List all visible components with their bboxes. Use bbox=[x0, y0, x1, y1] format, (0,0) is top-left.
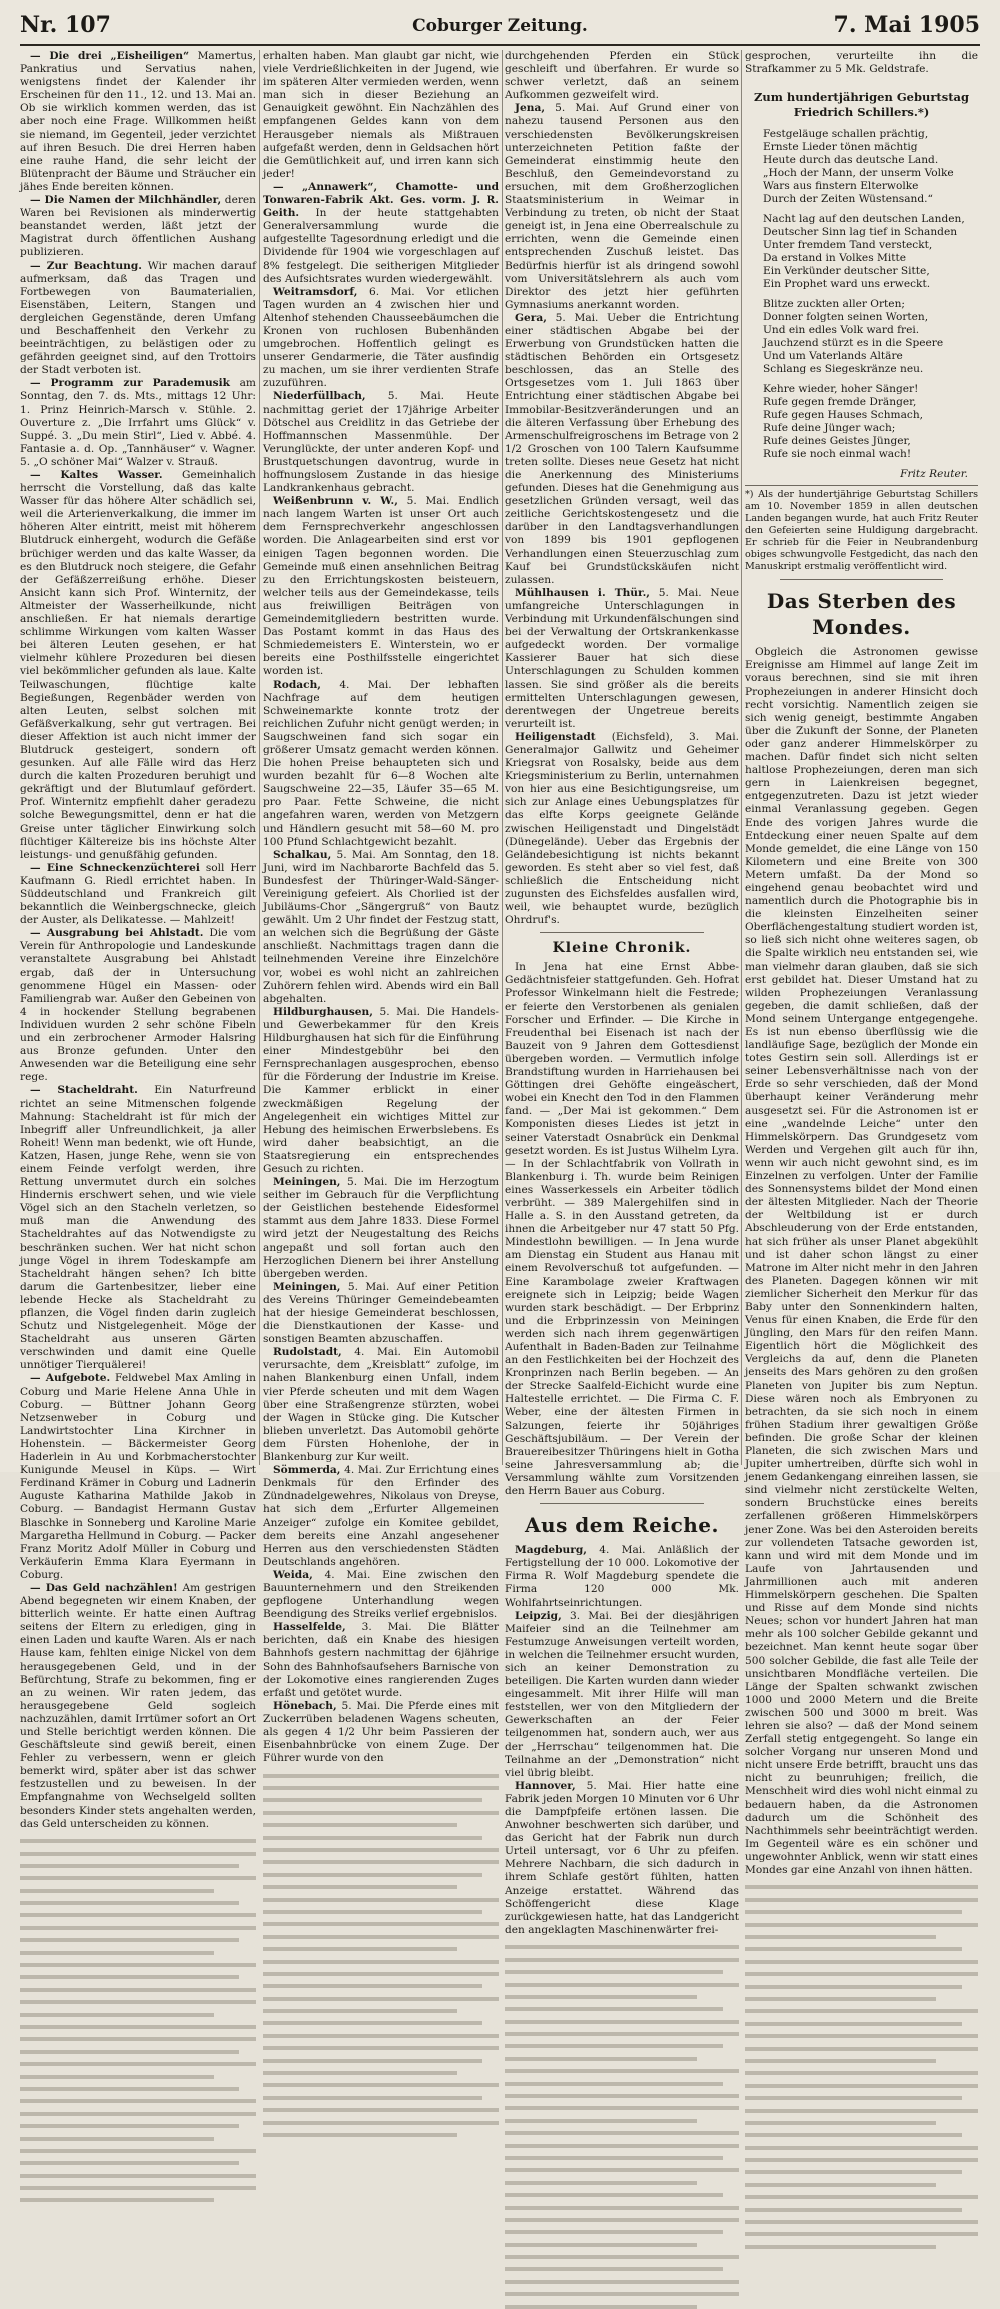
article-heading: Niederfüllbach, bbox=[273, 390, 366, 403]
article-continuation bbox=[263, 50, 499, 181]
article-heading: Magdeburg, bbox=[515, 1544, 587, 1557]
poem-line: Rufe sie noch einmal wach! bbox=[763, 448, 912, 461]
article-jena bbox=[505, 102, 739, 312]
poem-line: Wars aus finstern Elterwolke bbox=[763, 180, 919, 193]
poem-line: Rufe deine Jünger wach; bbox=[763, 422, 896, 435]
article-body: Feldwebel Max Amling in Coburg und Marie Helene Anna Uhle in Coburg. — Büttner Johann Georg Netzsenweber in Coburg und Landwirtstochter Lina Kirchner in Hohenstein. — Bäckermeister Georg Haderlein in Au und Korbmacherstochter Kunigunde Meusel in Küps. — Wirt Ferdinand Krämer in Coburg und Ladnerin Auguste Katharina Mathilde Jakob in Coburg. — Bandagist Hermann Gustav Blaschke in Sonneberg und Karoline Marie Margaretha Hellmund in Coburg. — Packer Franz Moritz Adolf Müller in Coburg und Verkäuferin Emma Klara Eyermann in Coburg. bbox=[20, 1372, 257, 1581]
newspaper-title: Coburger Zeitung. bbox=[412, 16, 588, 36]
poem-line: Und um Vaterlands Altäre bbox=[763, 350, 903, 363]
poem-title: Zum hundertjährigen Geburtstag Friedrich Schillers.*) bbox=[753, 90, 970, 120]
article-heading: Hannover, bbox=[515, 1779, 576, 1792]
article-body: 6. Mai. Vor etlichen Tagen wurden an 4 zwischen hier und Altenhof stehenden Chausseebäumchen die Kronen von ruchlosen Bubenhänden umgebrochen. Hoffentlich gelingt es unserer Gendarmerie, die Täter ausfindig zu machen, um sie ihrer verdienten Strafe zuzuführen. bbox=[263, 285, 499, 390]
article-body: Gemeinhalich herrscht die Vorstellung, daß das kalte Wasser für das höhere Alter schädlich sei, weil die Arterienverkalkung, die immer im höheren Alter eintritt, meist mit höherem Blutdruck einhergeht, wodurch die Gefäße brüchiger werden und das kalte Wasser, da es den Blutdruck noch steigere, die Gefahr der Gefäßzerreißung erhöhe. Dieser Ansicht kann sich Prof. Winternitz, der Altmeister der Wasserheilkunde, nicht anschließen. Er hat niemals derartige schlimme Wirkungen vom kalten Wasser bei älteren Leuten gesehen, er hat vielmehr kühlere Prozeduren bei diesen viel bekömmlicher gefunden als laue. Kalte Teilwaschungen, flüchtige kalte Begießungen, Regenbäder werden von alten Leuten, selbst solchen mit Gefäßverkalkung, sehr gut vertragen. Bei dieser Affektion ist auch nicht immer der Blutdruck gesteigert, sondern oft gesunken. Auf alle Fälle wird das Herz durch die kalten Prozeduren beruhigt und gekräftigt und der Blutumlauf gefördert. Prof. Winternitz empfiehlt daher geradezu solche Bewegungsmittel, denn er hat die Greise unter täglicher Einwirkung solch flüchtiger Kältereize bis ins höchste Alter leistungs- und genußfähig gefunden. bbox=[20, 469, 256, 861]
article-meiningen-1 bbox=[263, 1176, 499, 1281]
article-heading: Weida, bbox=[273, 1568, 313, 1581]
article-body: 5. Mai. Endlich nach langem Warten ist unser Ort auch dem Fernsprechverkehr angeschlossen worden. Die Anlagearbeiten sind erst vor einigen Tagen begonnen worden. Die Gemeinde muß einen ansehnlichen Beitrag zu den Errichtungskosten beisteuern, welcher teils aus der Gemeindekasse, teils aus freiwilligen Beiträgen von Gemeindemitgliedern bestritten wurde. Das Postamt kommt in das Haus des Schmiedemeisters E. Winterstein, wo er bereits eine Posthilfsstelle eingerichtet worden ist. bbox=[263, 495, 499, 678]
issue-date: 7. Mai 1905 bbox=[833, 12, 980, 38]
section-title-aus-dem-reiche: Aus dem Reiche. bbox=[525, 1513, 719, 1538]
article-hildburghausen bbox=[263, 1006, 499, 1176]
footnote: *) Als der hundertjährige Geburtstag Schillers am 10. November 1859 in allen deutschen Landen begangen wurde, hat auch Fritz Reuter den Gefeierten seine Huldigung dargebracht. Er schrieb für die Feier in Neubrandenburg obiges schwungvolle Festgedicht, das nach den Manuskript erstmalig veröffentlicht wird. bbox=[745, 485, 978, 573]
poem-signature: Fritz Reuter. bbox=[900, 468, 968, 481]
article-body: 5. Mai. Die im Herzogtum seither im Gebrauch für die Verpflichtung der Geistlichen bestehende Eidesformel stammt aus dem Jahre 1833. Diese Formel wird jetzt der Neugestaltung des Reichs angepaßt und soll fortan auch den Herzoglichen Dienern bei ihrer Anstellung übergeben werden. bbox=[263, 1176, 499, 1280]
illegible-text-placeholder bbox=[505, 1945, 739, 2308]
article-body: 5. Mai. Heute nachmittag geriet der 17jährige Arbeiter Dötschel aus Creidlitz in das Getriebe der Hoffmannschen Massenmühle. Der Verunglückte, der unter anderen Kopf- und Brustquetschungen davontrug, wurde in hoffnungslosem Zustande in das hiesige Landkrankenhaus gebracht. bbox=[263, 390, 499, 495]
article-body: soll Herr Kaufmann G. Riedl errichtet haben. In Süddeutschland und Frankreich gilt bekanntlich die Weinbergschnecke, gleich der Auster, als Delikatesse. — Mahlzeit! bbox=[20, 861, 256, 927]
column-1 bbox=[20, 50, 257, 1830]
article-weida bbox=[263, 1569, 499, 1621]
poem-line: Deutscher Sinn lag tief in Schanden bbox=[763, 226, 958, 239]
article-hoenebach bbox=[263, 1700, 499, 1765]
article-geld-nachzaehlen bbox=[20, 1582, 256, 1831]
article-body: 4. Mai. Ein Automobil verursachte, dem „Kreisblatt“ zufolge, im nahen Blankenburg einen Unfall, indem vier Pferde scheuten und mit dem Wagen über eine Straßengrenze stürzten, wobei der Wagen in Stücke ging. Die Kutscher blieben unverletzt. Das Automobil gehörte dem Fürsten Hohenlohe, der in Blankenburg zur Kur weilt. bbox=[263, 1346, 499, 1464]
page-header bbox=[20, 12, 980, 46]
article-heading: — Die Namen der Milchhändler, bbox=[30, 194, 222, 207]
article-sterben-des-mondes bbox=[745, 646, 978, 1877]
article-body: am Sonntag, den 7. ds. Mts., mittags 12 Uhr: 1. Prinz Heinrich-Marsch v. Stühle. 2. Ouverture z. „Die Irrfahrt ums Glück“ v. Suppé. 3. „Du mein Stirl“, Lied v. Abbé. 4. Fantasie a. d. Op. „Tannhäuser“ v. Wagner. 5. „O schöner Mai“ Walzer v. Strauß. bbox=[20, 377, 256, 468]
poem-stanza-2 bbox=[763, 213, 978, 291]
poem-line: Jauchzend stürzt es in die Speere bbox=[763, 337, 944, 350]
article-heading: — Ausgrabung bei Ahlstadt. bbox=[30, 927, 204, 940]
poem-line: Rufe gegen fremde Dränger, bbox=[763, 396, 917, 409]
article-continuation bbox=[745, 50, 978, 76]
article-annawerk bbox=[263, 181, 499, 286]
article-body: 5. Mai. Hier hatte eine Fabrik jeden Morgen 10 Minuten vor 6 Uhr die Dampfpfeife ertönen lassen. Die Anwohner beschwerten sich darüber, und das Gericht hat der Fabrik nun durch Urteil untersagt, vor 6 Uhr zu pfeifen. Mehrere Nachbarn, die sich dadurch in ihrem Schlafe gestört fühlten, hatten Anzeige erstattet. Während das Schöffengericht diese Klage zurückgewiesen hatte, hat das Landgericht den angeklagten Maschinenwärter frei- bbox=[505, 1779, 739, 1936]
poem-line: Und ein edles Volk ward frei. bbox=[763, 324, 920, 337]
article-parademusik bbox=[20, 377, 256, 469]
article-heading: Gera, bbox=[515, 311, 547, 324]
article-aufgebote bbox=[20, 1372, 256, 1582]
article-heading: Hildburghausen, bbox=[273, 1005, 373, 1018]
poem-line: Donner folgten seinen Worten, bbox=[763, 311, 929, 324]
article-body: 4. Mai. Anläßlich der Fertigstellung der 10 000. Lokomotive der Firma R. Wolf Magdeburg spendete die Firma 120 000 Mk. Wohlfahrtseinrichtungen. bbox=[505, 1544, 740, 1609]
column-4 bbox=[745, 50, 978, 1876]
section-divider bbox=[540, 1503, 704, 1504]
article-ausgrabung bbox=[20, 927, 256, 1084]
article-heading: Hönebach, bbox=[273, 1699, 337, 1712]
article-body: 4. Mai. Der lebhaften Nachfrage auf dem heutigen Schweinemarkte konnte trotz der reichlichen Zufuhr nicht genügt werden; in Saugschweinen fand sich sogar ein größerer Umsatz gemacht werden können. Die hohen Preise behaupteten sich und wurden bezahlt für 6—8 Wochen alte Saugschweine 22—35, Läufer 35—65 M. pro Paar. Fette Schweine, die nicht angefahren waren, werden von Metzgern und Händlern gesucht mit 58—60 M. pro 100 Pfund Schlachtgewicht bezahlt. bbox=[263, 678, 499, 848]
article-heading: — Eine Schneckenzüchterei bbox=[30, 861, 200, 874]
article-body: Obgleich die Astronomen gewisse Ereignisse am Himmel auf lange Zeit im voraus berechnen, sind sie mit ihren Prophezeiungen in anderer Hinsicht doch recht vorsichtig. Namentlich zeigen sie sich wenig geneigt, bestimmte Angaben über die Zukunft der Sonne, der Planeten oder ganz anderer Himmelskörper zu machen. Dafür findet sich nicht selten haltlose Prophezeiungen, deren man sich gern in Laienkreisen begegnet, entgegenzutreten. Dazu ist jetzt wieder einmal Veranlassung gegeben. Gegen Ende des vorigen Jahres wurde die Entdeckung einer neuen Spalte auf dem Monde gemeldet, die eine Länge von 150 Kilometern und eine Breite von 300 Metern umfaßt. Da der Mond so eingehend genau beobachtet wird und namentlich durch die Photographie bis in die kleinsten Einzelheiten seiner Oberflächengestaltung studiert worden ist, so ließ sich nicht ohne weiteres sagen, ob die Spalte wirklich neu entstanden sei, wie man vielmehr daran glauben, daß sie sich erst gebildet hat. Dieser Umstand hat zu wilden Prophezeiungen Veranlassung gegeben, die damit schließen, daß der Mond seinem Untergange entgegengehe. Es ist nun ebenso überflüssig wie die landläufige Sage, bezüglich der Monde ein totes Gestirn sein soll. Allerdings ist er seiner Lebensverhältnisse nach von der Erde so sehr verschieden, daß der Mond überhaupt keiner Veränderung mehr ausgesetzt sei. Für die Astronomen ist er eine „wandelnde Leiche“ unter den Himmelskörpern. Das Grundgesetz vom Werden und Vergehen gilt auch für ihn, wenn wir auch nicht gewohnt sind, es im Einzelnen zu verfolgen. Unter der Familie des Sonnensystems bildet der Mond einen der ältesten Mitglieder. Nach der Theorie der Weltbildung ist er durch Abschleuderung von der Erde entstanden, hat sich früher als unser Planet abgekühlt und ist daher schon längst zu einer Matrone im Alter nicht mehr in den Jahren des Planeten. Dagegen können wir mit ziemlicher Sicherheit den Merkur für das Baby unter den Sonnenkindern halten, Venus für einen Knaben, die Erde für den Jüngling, den Mars für den reifen Mann. Eigentlich hört die Möglichkeit des Vergleichs da auf, denn die Planeten jenseits des Mars gehören zu den großen Planeten von Jupiter bis zum Neptun. Diese wären noch als Embryonen zu betrachten, da sie sich noch in einem frühen Stadium ihrer gewaltigen Größe befinden. Die große Schar der kleinen Planeten, die sich zwischen Mars und Jupiter umhertreiben, dürfte sich wohl in jenem Gedankengang einreihen lassen, sie sind vielmehr nicht zerstückelte Welten, sondern Bruchstücke eines bereits zerfallenen größeren Himmelskörpers jener Zone. Was bei den Asteroiden bereits zur vollendeten Tatsache geworden ist, kann und wird mit dem Monde und im Laufe von Jahrtausenden und Jahrmillionen auch mit anderen Himmelskörpern geschehen. Die Spalten und Risse auf dem Monde sind nichts Neues; schon vor hundert Jahren hat man mehr als 100 solcher Gebilde gekannt und bezeichnet. Man kennt heute sogar über 500 solcher Gebilde, die fast alle Teile der unsichtbaren Mondfläche verteilen. Die Länge der Spalten schwankt zwischen 1000 und 2000 Metern und die Breite zwischen 500 und 3000 m breit. Was lehren sie also? — daß der Mond seinem Zerfall stetig entgegengeht. So lange ein solcher Vorgang nur unseren Mond und nicht unsere Erde betrifft, braucht uns das nicht zu beunruhigen; freilich, die Menschheit wird dies wohl nicht einmal zu bedauern haben, da die Astronomen dadurch um die Schönheit des Nachthimmels sehr beeinträchtigt werden. Im Gegenteil wäre es ein schöner und ungewohnter Anblick, wenn wir statt eines Mondes gar eine Anzahl von ihnen hätten. bbox=[745, 646, 978, 1876]
article-stacheldraht bbox=[20, 1084, 256, 1372]
article-body: 5. Mai. Neue umfangreiche Unterschlagungen in Verbindung mit Urkundenfälschungen sind bei der Verwaltung der Ortskrankenkasse aufgedeckt worden. Der vormalige Kassierer Bauer hat sich diese Unterschlagungen zu Schulden kommen lassen. Sie sind größer als die bereits ermittelten Unterschlagungen gewesen, derentwegen der Ungetreue bereits verurteilt ist. bbox=[505, 586, 739, 730]
poem-line: Ernste Lieder tönen mächtig bbox=[763, 141, 918, 154]
article-hasselfelde bbox=[263, 1621, 499, 1700]
article-body: 3. Mai. Die Blätter berichten, daß ein Knabe des hiesigen Bahnhofs gestern nachmittag der 6jährige Sohn des Bahnhofsaufsehers Barnische von der Lokomotive eines rangierenden Zuges erfaßt und getötet wurde. bbox=[263, 1621, 499, 1699]
article-heading: — Das Geld nachzählen! bbox=[30, 1581, 178, 1594]
article-muehlhausen bbox=[505, 587, 739, 731]
article-meiningen-2 bbox=[263, 1281, 499, 1346]
section-title-kleine-chronik: Kleine Chronik. bbox=[552, 940, 692, 957]
article-rudolstadt bbox=[263, 1346, 499, 1464]
article-body: durchgehenden Pferden ein Stück geschleift und überfahren. Er wurde so schwer verletzt, daß an seinem Aufkommen gezweifelt wird. bbox=[505, 50, 739, 102]
article-heading: Schalkau, bbox=[273, 848, 332, 861]
poem-line: Rufe deines Geistes Jünger, bbox=[763, 435, 911, 448]
article-heading: — Programm zur Parademusik bbox=[30, 377, 230, 390]
poem-line: Festgeläuge schallen prächtig, bbox=[763, 128, 929, 141]
article-body: Ein Naturfreund richtet an seine Mitmenschen folgende Mahnung: Stacheldraht ist für mich der Inbegriff aller Unfreundlichkeit, ja aller Roheit! Wenn man bedenkt, wie oft Hunde, Katzen, Hasen, junge Rehe, wenn sie von einem Feinde verfolgt werden, ihre Rettung unvermutet durch ein solches Hindernis erschwert sehen, und wie viele Vögel sich an den Stacheln verletzen, so muß man die Anwendung des Stacheldrahtes auf das Notwendigste zu beschränken suchen. Wer hat nicht schon junge Vögel in ihrem Todeskampfe am Stacheldraht hängen sehen? Ich bitte darum die Gartenbesitzer, lieber eine lebende Hecke als Stacheldraht zu pflanzen, die Vögel finden darin zugleich Schutz und Nistgelegenheit. Möge der Stacheldraht aus unseren Gärten verschwinden und damit eine Quelle unnötiger Tierquälerei! bbox=[20, 1084, 256, 1372]
article-body: 4. Mai. Eine zwischen den Bauunternehmern und den Streikenden gepflogene Unterhandlung wegen Beendigung des Streiks verlief ergebnislos. bbox=[263, 1568, 499, 1621]
column-rule bbox=[259, 50, 260, 1465]
article-weissenbrunn bbox=[263, 495, 499, 678]
article-heading: Leipzig, bbox=[515, 1609, 562, 1622]
poem-line: Kehre wieder, hoher Sänger! bbox=[763, 383, 919, 396]
article-rodach bbox=[263, 679, 499, 849]
article-soemmerda bbox=[263, 1464, 499, 1569]
article-kaltes-wasser bbox=[20, 469, 256, 862]
column-rule bbox=[502, 50, 503, 1465]
article-continuation bbox=[505, 50, 739, 102]
article-body: In Jena hat eine Ernst Abbe-Gedächtnisfeier stattgefunden. Geh. Hofrat Professor Winkelmann hielt die Festrede; er feierte den Verstorbenen als genialen Forscher und Erfinder. — Die Kirche in Freudenthal bei Eisenach ist nach der Bauzeit von 9 Jahren dem Gottesdienst übergeben worden. — Vermutlich infolge Brandstiftung wurden in Harriehausen bei Göttingen drei Gehöfte eingeäschert, wobei ein Knecht den Tod in den Flammen fand. — „Der Mai ist gekommen.“ Dem Komponisten dieses Liedes ist jetzt in seiner Vaterstadt Osnabrück ein Denkmal gesetzt worden. Es ist Justus Wilhelm Lyra. — In der Schlachtfabrik von Vollrath in Blankenburg i. Th. wurde beim Reinigen eines Wasserkessels ein Arbeiter tödlich verbrüht. — 389 Malergehilfen sind in Halle a. S. in den Ausstand getreten, da ihnen die Arbeitgeber nur 47 statt 50 Pfg. Mindestlohn bewilligen. — In Jena wurde am Dienstag ein Student aus Hanau mit einem Revolverschuß tot aufgefunden. — Eine Karambolage zweier Kraftwagen ereignete sich in Leipzig; beide Wagen wurden stark beschädigt. — Der Erbprinz und die Erbprinzessin von Meiningen werden sich nach ihrem gegenwärtigen Aufenthalt in Baden-Baden zur Teilnahme an den Festlichkeiten bei der Hochzeit des Kronprinzen nach Berlin begeben. — An der Strecke Saalfeld-Eichicht wurde eine Haltestelle errichtet. — Die Firma C. F. Weber, eine der ältesten Firmen in Salzungen, feierte ihr 50jähriges Geschäftsjubiläum. — Der Verein der Brauereibesitzer Thüringens hielt in Gotha seine Jahresversammlung ab; die Versammlung wählte zum Vorsitzenden den Herrn Bauer aus Coburg. bbox=[505, 961, 739, 1498]
article-hannover bbox=[505, 1780, 739, 1937]
article-schneckenzuechterei bbox=[20, 862, 256, 927]
article-heading: Weitramsdorf, bbox=[273, 285, 358, 298]
column-2 bbox=[263, 50, 499, 1765]
poem-line: Schlang es Siegeskränze neu. bbox=[763, 363, 924, 376]
article-schalkau bbox=[263, 849, 499, 1006]
article-body: Mamertus, Pankratius und Servatius nahen, wenigstens findet der Kalender ihr Erscheinen für den 11., 12. und 13. Mai an. Ob sie wirklich kommen werden, das ist aber noch eine Frage. Willkommen heißt sie niemand, im Gegenteil, jeder verzichtet auf ihren Besuch. Die drei Herren haben eine rauhe Hand, die sehr leicht der Blütenpracht der Bäume und Sträucher ein jähes Ende bereiten können. bbox=[20, 50, 256, 193]
article-heading: Weißenbrunn v. W., bbox=[273, 495, 398, 508]
poem-stanza-1 bbox=[763, 128, 978, 206]
illegible-text-placeholder bbox=[20, 1839, 256, 2202]
article-body: 5. Mai. Die Pferde eines mit Zuckerrüben beladenen Wagens scheuten, als gegen 4 1/2 Uhr beim Passieren der Eisenbahnbrücke von einem Zuge. Der Führer wurde von den bbox=[263, 1699, 499, 1765]
poem-line: Durch der Zeiten Wüstensand.“ bbox=[763, 193, 933, 206]
article-heading: — Stacheldraht. bbox=[30, 1084, 138, 1097]
illegible-text-placeholder bbox=[263, 1774, 499, 2137]
article-heading: Sömmerda, bbox=[273, 1464, 341, 1477]
article-body: 5. Mai. Auf einer Petition des Vereins Thüringer Gemeindebeamten hat der hiesige Gemeinderat beschlossen, die Dienstkautionen der Kasse- und sonstigen Beamten abzuschaffen. bbox=[263, 1280, 499, 1346]
article-body: erhalten haben. Man glaubt gar nicht, wie viele Verdrießlichkeiten in der Jugend, wie im späteren Alter vermieden werden, wenn man sich in dieser Beziehung an Genauigkeit gewöhnt. Ein Nachzählen des empfangenen Geldes kann von dem Herausgeber niemals als Mißtrauen aufgefaßt werden, denn in Geldsachen hört die Gemütlichkeit auf, und irren kann sich jeder! bbox=[263, 50, 499, 180]
article-body: Wir machen darauf aufmerksam, daß das Tragen und Fortbewegen von Baumaterialien, Eisenstäben, Leitern, Stangen und dergleichen Gegenstände, deren Umfang und Beschaffenheit den Verkehr zu beeinträchtigen, zu belästigen oder zu gefährden geeignet sind, auf den Trottoirs der Stadt verboten ist. bbox=[20, 259, 256, 377]
article-heading: — Aufgebote. bbox=[30, 1372, 111, 1385]
poem-line: Rufe gegen Hauses Schmach, bbox=[763, 409, 924, 422]
article-heading: — Zur Beachtung. bbox=[30, 259, 142, 272]
section-title-sterben-des-mondes: Das Sterben des Mondes. bbox=[766, 589, 957, 640]
issue-number: Nr. 107 bbox=[20, 12, 111, 38]
article-body: (Eichsfeld), 3. Mai. Generalmajor Gallwitz und Geheimer Kriegsrat von Rosalsky, beide aus dem Kriegsministerium zu Berlin, unternahmen von hier aus eine Besichtigungsreise, um sich zur Anlage eines Uebungsplatzes für das elfte Korps geeignete Gelände zwischen Heiligenstadt und Dingelstädt (Dünegelände). Ueber das Ergebnis der Geländebesichtigung ist nichts bekannt geworden. Es steht aber so viel fest, daß schließlich die Entscheidung nicht zugunsten des Eichsfeldes ausfallen wird, weil, wie behauptet wurde, bezüglich Ohrdruf's. bbox=[505, 730, 739, 927]
article-milchhaendler bbox=[20, 194, 256, 259]
article-body: 3. Mai. Bei der diesjährigen Maifeier sind an die Teilnehmer am Festumzuge Anweisungen verteilt worden, in welchen die Teilnehmer ersucht wurden, sich an keiner Demonstration zu beteiligen. Die Karten wurden dann wieder eingesammelt. Mit ihrer Hilfe will man feststellen, wer von den Mitgliedern der Gewerkschaften an der Feier teilgenommen hat, sondern auch, wer aus der „Herrschau“ teilgenommen hat. Die Teilnahme an der „Demonstration“ nicht viel übrig bleibt. bbox=[505, 1609, 739, 1779]
article-body: 5. Mai. Ueber die Entrichtung einer städtischen Abgabe bei der Erwerbung von Grundstücken hatten die städtischen Behörden ein Ortsgesetz beschlossen, das an Stelle des Ortsgesetzes vom 1. Juli 1863 über Entrichtung einer städtischen Abgabe bei Immobilar-Besitzveränderungen und an die älteren Verfassung über Erhebung des Armenschulfreigroschens im Betrage von 2 1/2 Groschen von 100 Talern Kaufsumme treten sollte. Dieses neue Gesetz hat nicht die Anerkennung des Ministeriums gefunden. Dieses hat die Genehmigung aus gesetzlichen Gründen versagt, weil das zeitliche Gerichtskostengesetz und die darüber in den Landtagsverhandlungen von 1899 bis 1901 gepflogenen Verhandlungen einen Steuerzuschlag zum Kauf bei Grundstückskäufen nicht zulassen. bbox=[505, 311, 739, 586]
article-body: In der heute stattgehabten Generalversammlung wurde die aufgestellte Tagesordnung erledigt und die Dividende für 1904 wie vorgeschlagen auf 8% festgelegt. Die seitherigen Mitglieder des Aufsichtsrates wurden wiedergewählt. bbox=[263, 207, 499, 285]
poem-stanza-4 bbox=[763, 383, 978, 461]
article-body: gesprochen, verurteilte ihn die Strafkammer zu 5 Mk. Geldstrafe. bbox=[745, 50, 978, 76]
column-rule bbox=[741, 50, 742, 1465]
poem-line: Nacht lag auf den deutschen Landen, bbox=[763, 213, 965, 226]
article-heading: — Die drei „Eisheiligen“ bbox=[30, 50, 190, 62]
article-gera bbox=[505, 312, 739, 587]
article-eisheiligen bbox=[20, 50, 256, 194]
article-magdeburg bbox=[505, 1544, 739, 1609]
article-body: deren Waren bei Revisionen als minderwertig beanstandet werden, läßt jetzt der Magistrat durch öffentlichen Aushang publizieren. bbox=[20, 194, 257, 259]
poem-line: „Hoch der Mann, der unserm Volke bbox=[763, 167, 954, 180]
article-body: Die vom Verein für Anthropologie und Landeskunde veranstaltete Ausgrabung bei Ahlstadt ergab, daß der in Untersuchung genommene Hügel ein Massen- oder Familiengrab war. Außer den Gebeinen von 4 in hockender Stellung begrabenen Individuen wurden 2 sehr schöne Fibeln und ein zerbrochener Armoder Halsring aus Bronze gefunden. Unter den Anwesenden war die Beteiligung eine sehr rege. bbox=[20, 927, 256, 1084]
poem-line: Heute durch das deutsche Land. bbox=[763, 154, 939, 167]
article-heading: Meiningen, bbox=[273, 1176, 341, 1189]
article-heading: Rodach, bbox=[273, 678, 321, 691]
article-body: 5. Mai. Am Sonntag, den 18. Juni, wird im Nachbarorte Bachfeld das 5. Bundesfest der Thüringer-Wald-Sänger-Vereinigung gefeiert. Als Chorlied ist der Jubiläums-Chor „Sängergruß“ von Bautz gewählt. Um 2 Uhr findet der Festzug statt, an welchen sich die Begrüßung der Gäste anschließt. Nachmittags tragen dann die teilnehmenden Vereine ihre Einzelchöre vor, wobei es wohl nicht an zahlreichen Zuhörern fehlen wird. Abends wird ein Ball abgehalten. bbox=[263, 848, 499, 1005]
article-kleine-chronik bbox=[505, 961, 739, 1498]
article-body: 5. Mai. Auf Grund einer von nahezu tausend Personen aus den verschiedensten Bevölkerungskreisen unterzeichneten Petition faßte der Gemeinderat einstimmig heute den Beschluß, den Gemeindevorstand zu ersuchen, mit dem Großherzoglichen Staatsministerium in Weimar in Verbindung zu treten, ob nicht der Staat geneigt ist, in Jena eine Oberrealschule zu errichten, wenn die Gemeinde einen entsprechenden Zuschuß leistet. Das Bedürfnis hierfür ist als dringend sowohl vom Universitätslehrern als auch vom Direktor des jetzt hier geführten Gymnasiums anerkannt worden. bbox=[505, 102, 739, 311]
article-heading: Rudolstadt, bbox=[273, 1346, 342, 1359]
section-divider bbox=[540, 932, 704, 933]
poem-line: Blitze zuckten aller Orten; bbox=[763, 298, 905, 311]
article-heiligenstadt bbox=[505, 731, 739, 927]
article-body: 5. Mai. Die Handels- und Gewerbekammer für den Kreis Hildburghausen hat sich für die Einführung einer Mindestgebühr bei den Fernsprechanlagen ausgesprochen, ebenso für die Förderung der Industrie im Kreise. Die Kammer erblickt in einer zweckmäßigen Regelung der Angelegenheit ein wichtiges Mittel zur Hebung des heimischen Erwerbslebens. Es wird daher beabsichtigt, an die Staatsregierung ein entsprechendes Gesuch zu richten. bbox=[263, 1005, 499, 1175]
article-heading: Mühlhausen i. Thür., bbox=[515, 586, 650, 599]
section-divider bbox=[780, 579, 943, 580]
poem-stanza-3 bbox=[763, 298, 978, 376]
article-leipzig bbox=[505, 1610, 739, 1780]
article-heading: Heiligenstadt bbox=[515, 730, 596, 743]
poem-line: Ein Verkünder deutscher Sitte, bbox=[763, 265, 930, 278]
poem-line: Ein Prophet ward uns erweckt. bbox=[763, 278, 931, 291]
poem-line: Unter fremdem Tand versteckt, bbox=[763, 239, 933, 252]
column-3 bbox=[505, 50, 740, 1936]
article-body: Am gestrigen Abend begegneten wir einem Knaben, der bitterlich weinte. Er hatte einen Auftrag seitens der Eltern zu erledigen, ging in einen Laden und kaufte Waren. Als er nach Hause kam, fehlten einige Nickel von dem herausgegebenen Geld, und in der Befürchtung, Strafe zu bekommen, fing er an zu weinen. Wir raten jedem, das herausgegebene Geld sogleich nachzuzählen, damit Irrtümer sofort an Ort und Stelle berichtigt werden können. Die Geschäftsleute sind gewiß bereit, einen Fehler zu verbessern, wenn er gleich bemerkt wird, später aber ist das schwer festzustellen und zu beweisen. In der Empfangnahme von Wechselgeld sollten besonders Kinder stets angehalten werden, das Geld unterscheiden zu können. bbox=[20, 1581, 257, 1830]
article-weitramsdorf bbox=[263, 286, 499, 391]
poem-line: Da erstand in Volkes Mitte bbox=[763, 252, 907, 265]
article-heading: Jena, bbox=[515, 102, 546, 115]
article-heading: — Kaltes Wasser. bbox=[30, 469, 163, 481]
illegible-text-placeholder bbox=[745, 1885, 978, 2248]
article-heading: Hasselfelde, bbox=[273, 1621, 346, 1634]
article-heading: Meiningen, bbox=[273, 1280, 341, 1293]
article-heading: — „Annawerk“, Chamotte- und Tonwaren-Fabrik Akt. Ges. vorm. J. R. Geith. bbox=[263, 180, 499, 220]
article-body: 4. Mai. Zur Errichtung eines Denkmals für den Erfinder des Zündnadelgewehres, Nikolaus von Dreyse, hat sich dem „Erfurter Allgemeinen Anzeiger“ zufolge ein Komitee gebildet, dem bereits eine Anzahl angesehener Herren aus den verschiedensten Städten Deutschlands angehören. bbox=[263, 1464, 499, 1568]
article-niederfuellbach bbox=[263, 390, 499, 495]
article-beachtung bbox=[20, 260, 256, 378]
